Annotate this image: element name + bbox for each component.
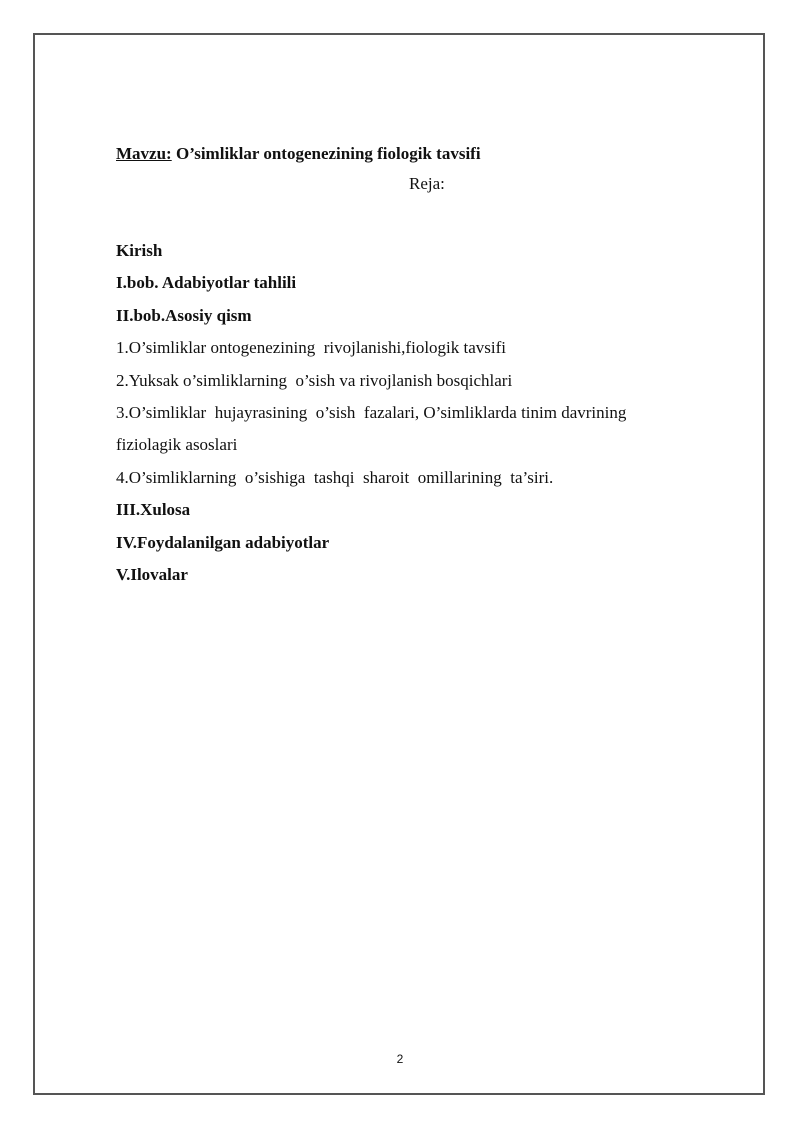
outline-item-section-2: 2.Yuksak o’simliklarning o’sish va rivojlanish bosqichlari [116, 371, 513, 390]
page-border [33, 33, 765, 1095]
outline-item-chapter-1: I.bob. Adabiyotlar tahlili [116, 273, 297, 292]
page-number: 2 [396, 1052, 404, 1066]
outline-item-references: IV.Foydalanilgan adabiyotlar [116, 533, 330, 552]
plan-heading: Reja: [409, 174, 445, 193]
outline-item-section-3: 3.O’simliklar hujayrasining o’sish fazalari, O’simliklarda tinim davrining [116, 403, 627, 422]
outline-item-chapter-2: II.bob.Asosiy qism [116, 306, 252, 325]
outline-item-section-3-continued: fiziolagik asoslari [116, 435, 238, 454]
outline-item-kirish: Kirish [116, 241, 163, 260]
outline-item-section-4: 4.O’simliklarning o’sishiga tashqi sharoit omillarining ta’siri. [116, 468, 554, 487]
title-text: O’simliklar ontogenezining fiologik tavsifi [171, 144, 481, 163]
outline-item-appendices: V.Ilovalar [116, 565, 188, 584]
title-label: Mavzu: [116, 144, 172, 163]
outline-item-conclusion: III.Xulosa [116, 500, 191, 519]
outline-item-section-1: 1.O’simliklar ontogenezining rivojlanishi,fiologik tavsifi [116, 338, 507, 357]
document-title [116, 144, 481, 164]
